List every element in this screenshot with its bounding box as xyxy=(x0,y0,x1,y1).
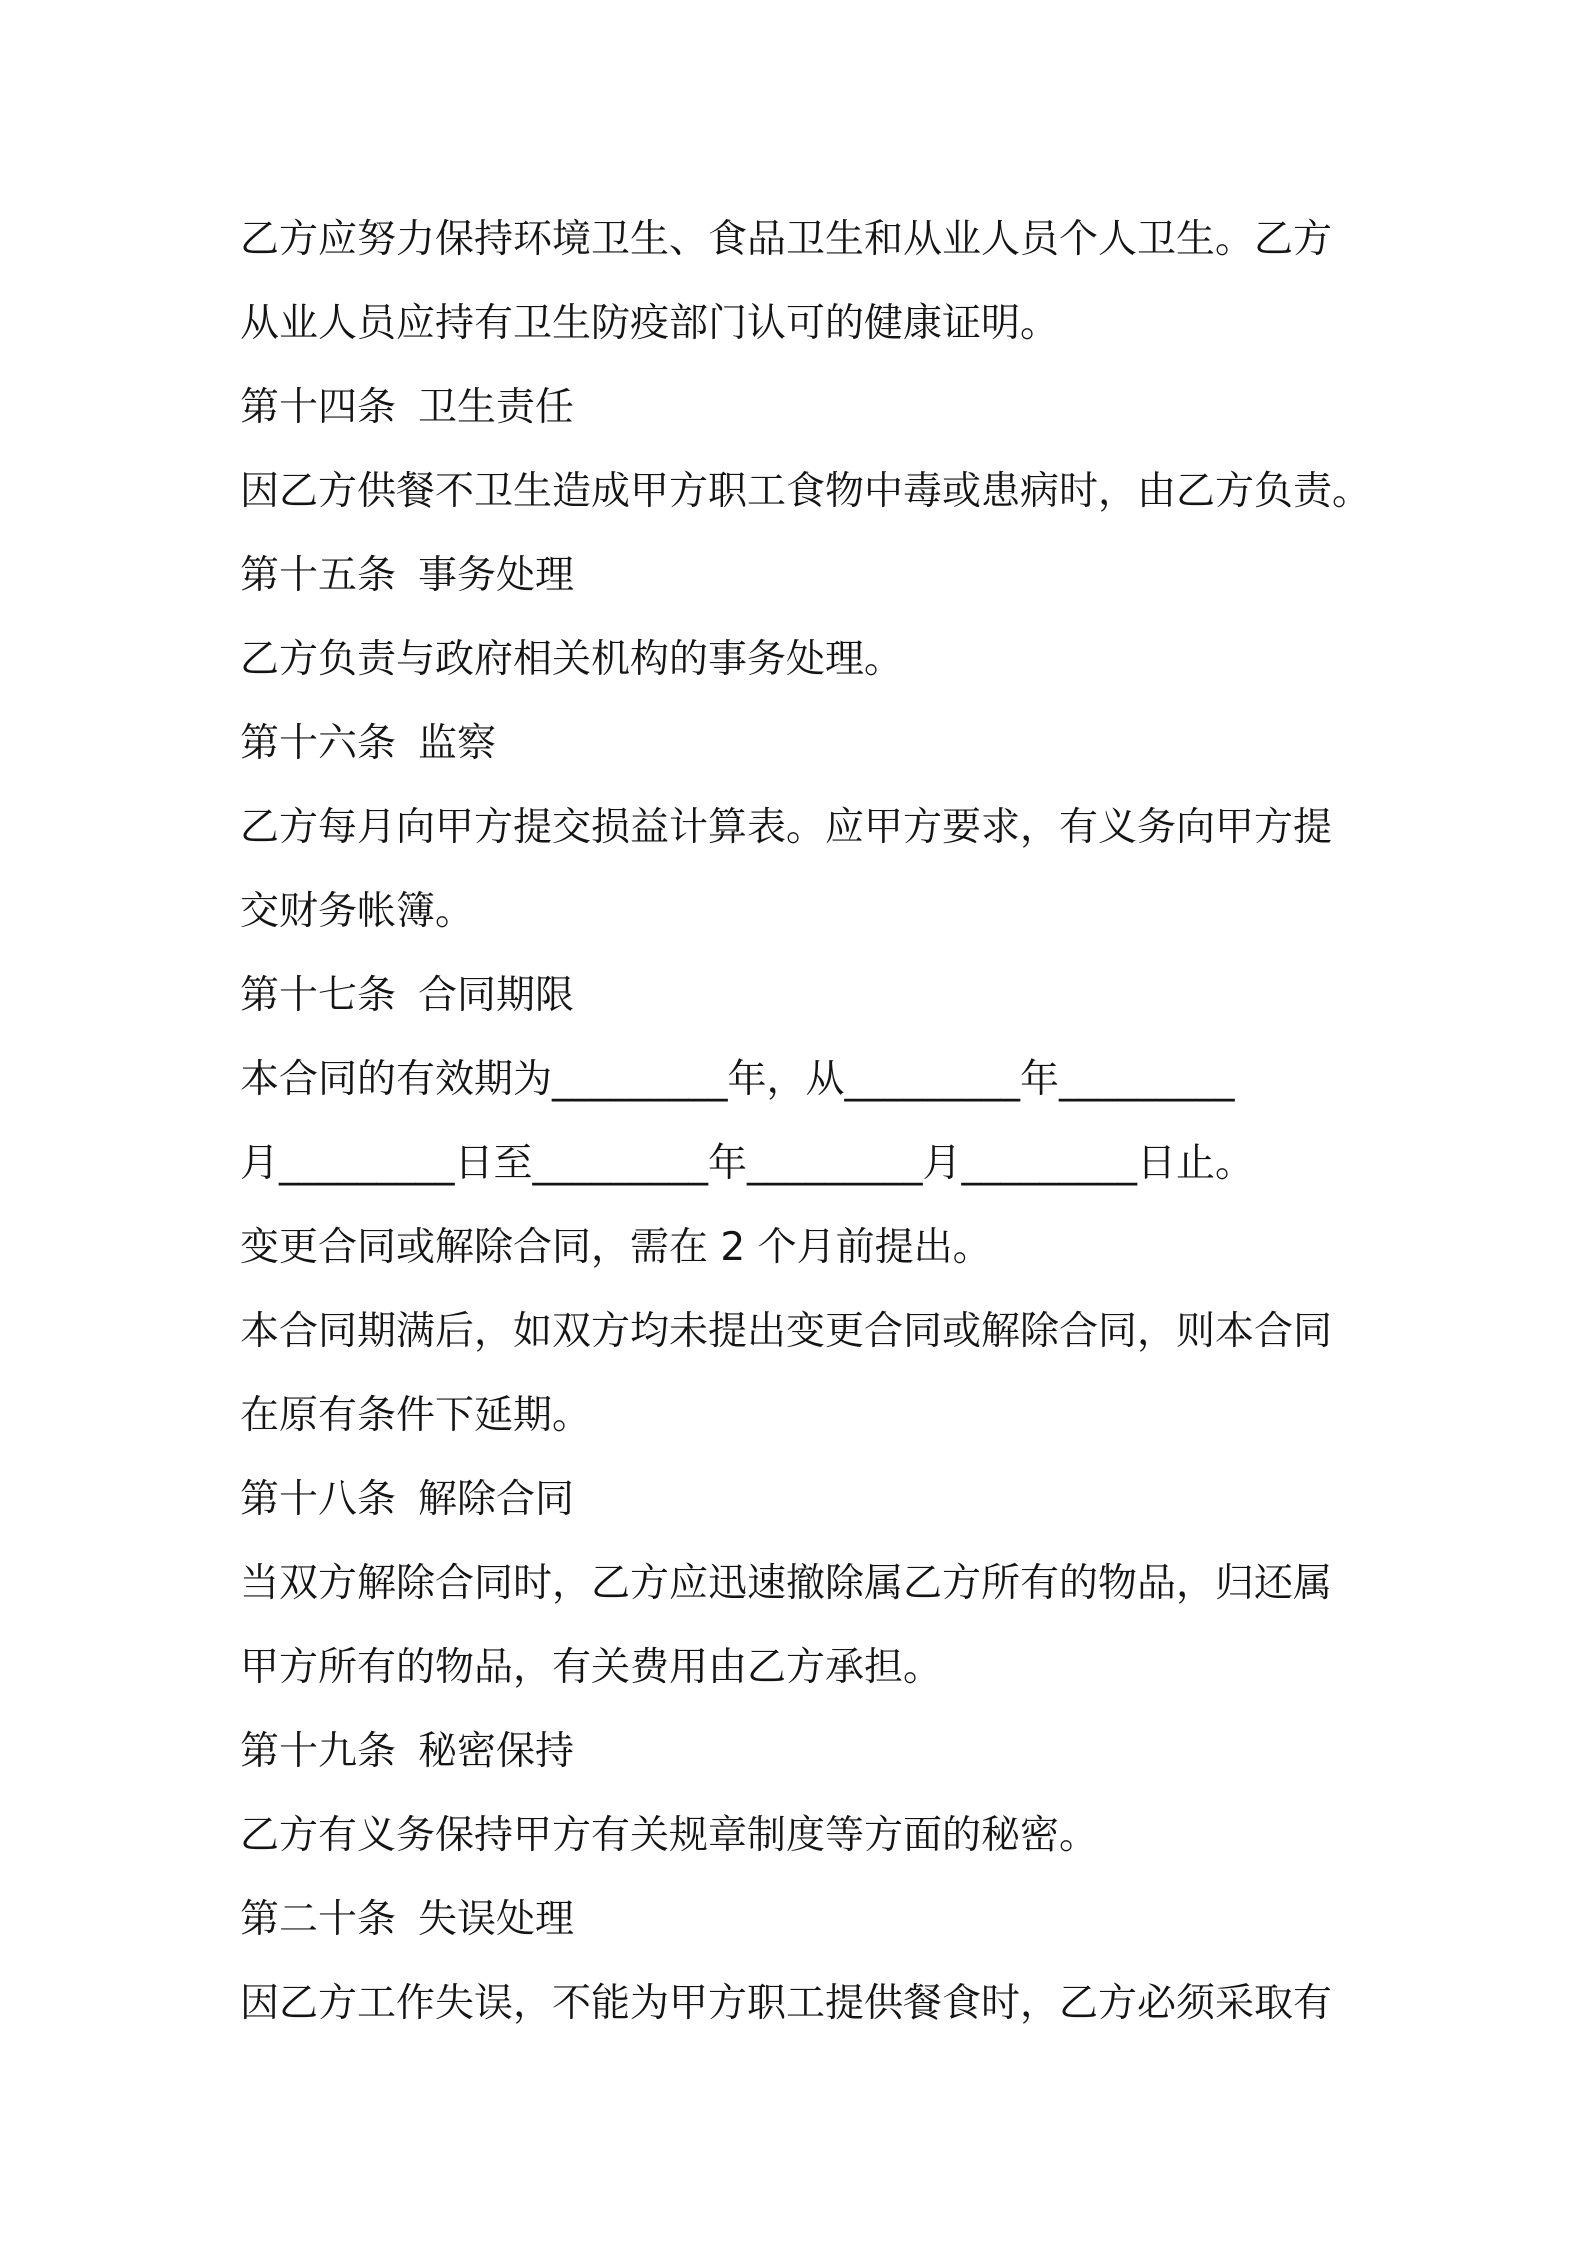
article-number: 第十九条 xyxy=(240,1729,397,1774)
paragraph-line: 当双方解除合同时，乙方应迅速撤除属乙方所有的物品，归还属 xyxy=(240,1561,1333,1606)
paragraph-line: 交财务帐簿。 xyxy=(240,889,475,934)
paragraph-line: 在原有条件下延期。 xyxy=(240,1393,592,1438)
article-number: 第十八条 xyxy=(240,1477,397,1522)
paragraph-line: 乙方每月向甲方提交损益计算表。应甲方要求，有义务向甲方提 xyxy=(240,805,1333,850)
article-16-heading xyxy=(240,702,1380,786)
article-number: 第十四条 xyxy=(240,385,397,430)
article-title: 卫生责任 xyxy=(418,385,575,430)
article-title: 事务处理 xyxy=(418,553,575,598)
paragraph-line: 月_________日至_________年_________月_________日止。 xyxy=(240,1141,1255,1186)
article-18-heading xyxy=(240,1458,1380,1542)
paragraph-line: 乙方负责与政府相关机构的事务处理。 xyxy=(240,637,904,682)
article-17-heading xyxy=(240,954,1380,1038)
paragraph-line: 从业人员应持有卫生防疫部门认可的健康证明。 xyxy=(240,301,1060,346)
article-number: 第十五条 xyxy=(240,553,397,598)
article-15-heading xyxy=(240,534,1380,618)
paragraph-line: 因乙方工作失误，不能为甲方职工提供餐食时，乙方必须采取有 xyxy=(240,1981,1333,2026)
article-number: 第二十条 xyxy=(240,1897,397,1942)
paragraph-line: 甲方所有的物品，有关费用由乙方承担。 xyxy=(240,1645,943,1690)
article-title: 监察 xyxy=(418,721,497,766)
article-title: 合同期限 xyxy=(418,973,575,1018)
article-20-heading xyxy=(240,1878,1380,1962)
article-number: 第十六条 xyxy=(240,721,397,766)
article-title: 失误处理 xyxy=(418,1897,575,1942)
paragraph-line: 乙方应努力保持环境卫生、食品卫生和从业人员个人卫生。乙方 xyxy=(240,217,1333,262)
article-14-heading xyxy=(240,366,1380,450)
article-number: 第十七条 xyxy=(240,973,397,1018)
paragraph-line: 因乙方供餐不卫生造成甲方职工食物中毒或患病时，由乙方负责。 xyxy=(240,469,1372,514)
paragraph-line: 乙方有义务保持甲方有关规章制度等方面的秘密。 xyxy=(240,1813,1099,1858)
paragraph-line: 本合同的有效期为_________年，从_________年_________ xyxy=(240,1057,1235,1102)
article-title: 解除合同 xyxy=(418,1477,575,1522)
contract-text xyxy=(240,198,1380,2046)
paragraph-line: 本合同期满后，如双方均未提出变更合同或解除合同，则本合同 xyxy=(240,1309,1333,1354)
paragraph-line: 变更合同或解除合同，需在 2 个月前提出。 xyxy=(240,1225,992,1270)
article-title: 秘密保持 xyxy=(418,1729,575,1774)
article-19-heading xyxy=(240,1710,1380,1794)
